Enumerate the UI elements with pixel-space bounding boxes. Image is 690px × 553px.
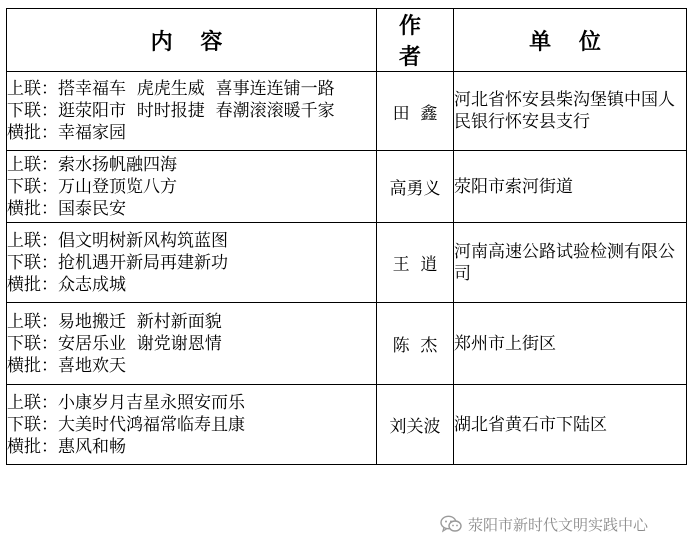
couplet-line-label: 横批： [7, 355, 58, 376]
couplet-line [7, 122, 376, 144]
couplet-line-text: 惠风和畅 [58, 436, 126, 457]
couplet-line [7, 154, 376, 176]
couplet-line-text: 索水扬帆融四海 [58, 154, 177, 175]
couplet-line [7, 392, 376, 414]
couplet-line-label: 上联： [7, 392, 58, 413]
author-unit: 荥阳市索河街道 [454, 151, 687, 223]
couplet-line-label: 横批： [7, 274, 58, 295]
couplet-line-text: 大美时代鸿福常临寿且康 [58, 414, 245, 435]
couplet-line-label: 横批： [7, 436, 58, 457]
table-row [7, 303, 687, 385]
couplet-line [7, 355, 376, 377]
couplet-line-text: 搭幸福车 虎虎生威 喜事连连铺一路 [58, 79, 335, 99]
wechat-icon [440, 515, 462, 533]
couplet-line [7, 78, 376, 100]
couplet-line [7, 333, 376, 355]
couplet-table [6, 8, 687, 465]
couplet-line-text: 易地搬迁 新村新面貌 [58, 311, 222, 332]
couplet-line-label: 下联： [7, 414, 58, 435]
couplet-line [7, 436, 376, 458]
author-name: 高勇义 [377, 151, 454, 223]
couplet-line-label: 下联： [7, 333, 58, 354]
couplet-content [7, 72, 377, 151]
author-unit: 河北省怀安县柴沟堡镇中国人民银行怀安县支行 [454, 72, 687, 151]
couplet-line [7, 230, 376, 252]
couplet-line-text: 安居乐业 谢党谢恩情 [58, 333, 222, 354]
couplet-content [7, 303, 377, 385]
table-row [7, 151, 687, 223]
author-name: 刘关波 [377, 385, 454, 465]
header-author: 作 者 [377, 9, 454, 72]
couplet-line-label: 下联： [7, 101, 58, 121]
couplet-line-text: 抢机遇开新局再建新功 [58, 252, 228, 273]
couplet-line-label: 上联： [7, 154, 58, 175]
couplet-line-label: 横批： [7, 123, 58, 143]
couplet-content [7, 223, 377, 303]
author-unit: 郑州市上街区 [454, 303, 687, 385]
couplet-line [7, 311, 376, 333]
couplet-line [7, 100, 376, 122]
couplet-line [7, 176, 376, 198]
watermark-text: 荥阳市新时代文明实践中心 [468, 515, 649, 534]
author-name: 陈 杰 [377, 303, 454, 385]
couplet-line-text: 倡文明树新风构筑蓝图 [58, 230, 228, 251]
couplet-line [7, 252, 376, 274]
couplet-line-label: 上联： [7, 79, 58, 99]
couplet-line-label: 上联： [7, 230, 58, 251]
couplet-line-label: 上联： [7, 311, 58, 332]
header-unit: 单 位 [454, 9, 687, 72]
author-name: 田 鑫 [377, 72, 454, 151]
couplet-line-label: 下联： [7, 252, 58, 273]
table-row [7, 385, 687, 465]
couplet-line [7, 414, 376, 436]
author-unit: 河南高速公路试验检测有限公司 [454, 223, 687, 303]
author-unit: 湖北省黄石市下陆区 [454, 385, 687, 465]
couplet-line-text: 小康岁月吉星永照安而乐 [58, 392, 245, 413]
table-header-row [7, 9, 687, 72]
couplet-content [7, 385, 377, 465]
header-content: 内 容 [7, 9, 377, 72]
couplet-line-text: 喜地欢天 [58, 355, 126, 376]
couplet-line-text: 国泰民安 [58, 198, 126, 219]
couplet-line-text: 逛荥阳市 时时报捷 春潮滚滚暖千家 [58, 101, 335, 121]
author-name: 王 逍 [377, 223, 454, 303]
couplet-line [7, 274, 376, 296]
couplet-line-text: 万山登顶览八方 [58, 176, 177, 197]
couplet-line-label: 横批： [7, 198, 58, 219]
couplet-line-text: 幸福家园 [58, 123, 126, 143]
couplet-line [7, 198, 376, 220]
couplet-line-text: 众志成城 [58, 274, 126, 295]
couplet-content [7, 151, 377, 223]
watermark [440, 512, 648, 536]
couplet-line-label: 下联： [7, 176, 58, 197]
table-row [7, 72, 687, 151]
table-row [7, 223, 687, 303]
